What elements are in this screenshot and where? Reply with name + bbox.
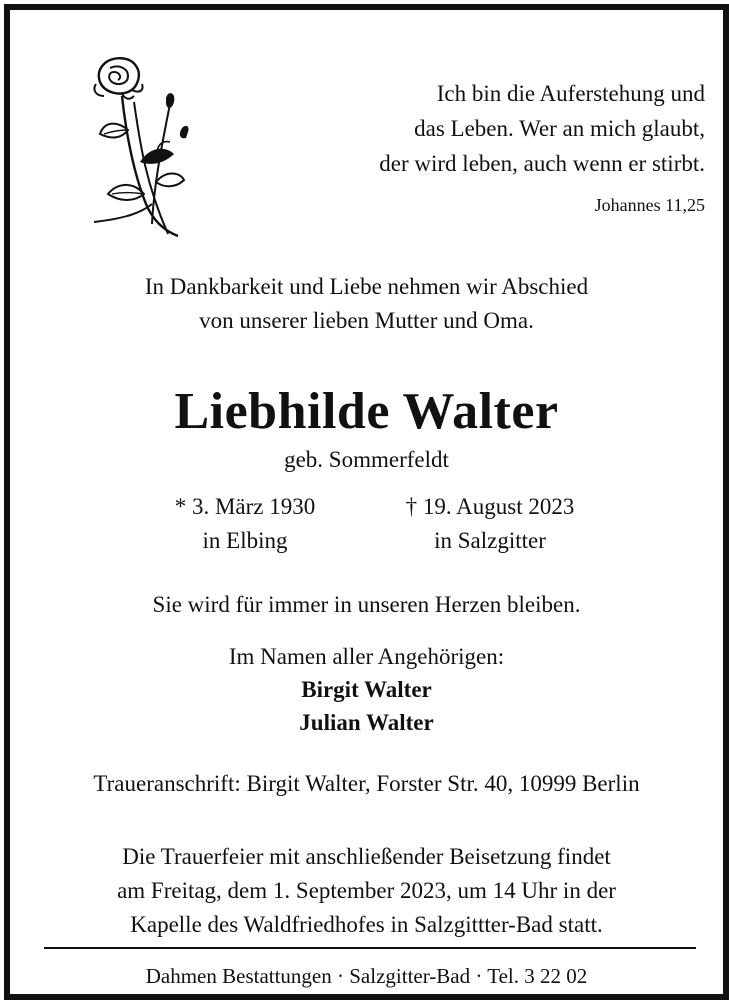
- quote-line: Ich bin die Auferstehung und: [436, 81, 705, 106]
- signature-block: [10, 640, 723, 739]
- death-place: in Salzgitter: [434, 528, 546, 553]
- quote-reference: Johannes 11,25: [594, 195, 705, 215]
- funeral-line: am Freitag, dem 1. September 2023, um 14 Uhr in der: [117, 878, 616, 903]
- quote-line: der wird leben, auch wenn er stirbt.: [379, 151, 705, 176]
- birth-place: in Elbing: [202, 528, 288, 553]
- funeral-line: Kapelle des Waldfriedhofes in Salzgittter-Bad statt.: [130, 912, 603, 937]
- signature-intro: Im Namen aller Angehörigen:: [228, 644, 505, 669]
- funeral-line: Die Trauerfeier mit anschließender Beisetzung findet: [122, 844, 611, 869]
- obituary-notice: [4, 4, 729, 1000]
- intro-text: [10, 270, 723, 338]
- death-info: [370, 490, 610, 558]
- deceased-name: Liebhilde Walter: [174, 383, 559, 440]
- divider: [44, 947, 696, 949]
- death-date: † 19. August 2023: [405, 494, 575, 519]
- rose-icon: [82, 54, 192, 238]
- bible-quote: [379, 76, 705, 181]
- memorial-phrase: Sie wird für immer in unseren Herzen bleiben.: [152, 592, 581, 617]
- relative-name: Birgit Walter: [301, 677, 432, 702]
- mourning-address: Traueranschrift: Birgit Walter, Forster Str. 40, 10999 Berlin: [93, 771, 640, 796]
- maiden-name: geb. Sommerfeldt: [284, 447, 449, 472]
- intro-line: von unserer lieben Mutter und Oma.: [199, 308, 534, 333]
- birth-date: * 3. März 1930: [174, 494, 316, 519]
- relative-name: Julian Walter: [299, 710, 434, 735]
- intro-line: In Dankbarkeit und Liebe nehmen wir Abschied: [144, 274, 589, 299]
- birth-info: [150, 490, 340, 558]
- life-dates: [10, 490, 723, 560]
- quote-line: das Leben. Wer an mich glaubt,: [414, 116, 705, 141]
- funeral-home-footer: Dahmen Bestattungen · Salzgitter-Bad · Tel. 3 22 02: [145, 964, 588, 988]
- funeral-info: [10, 840, 723, 942]
